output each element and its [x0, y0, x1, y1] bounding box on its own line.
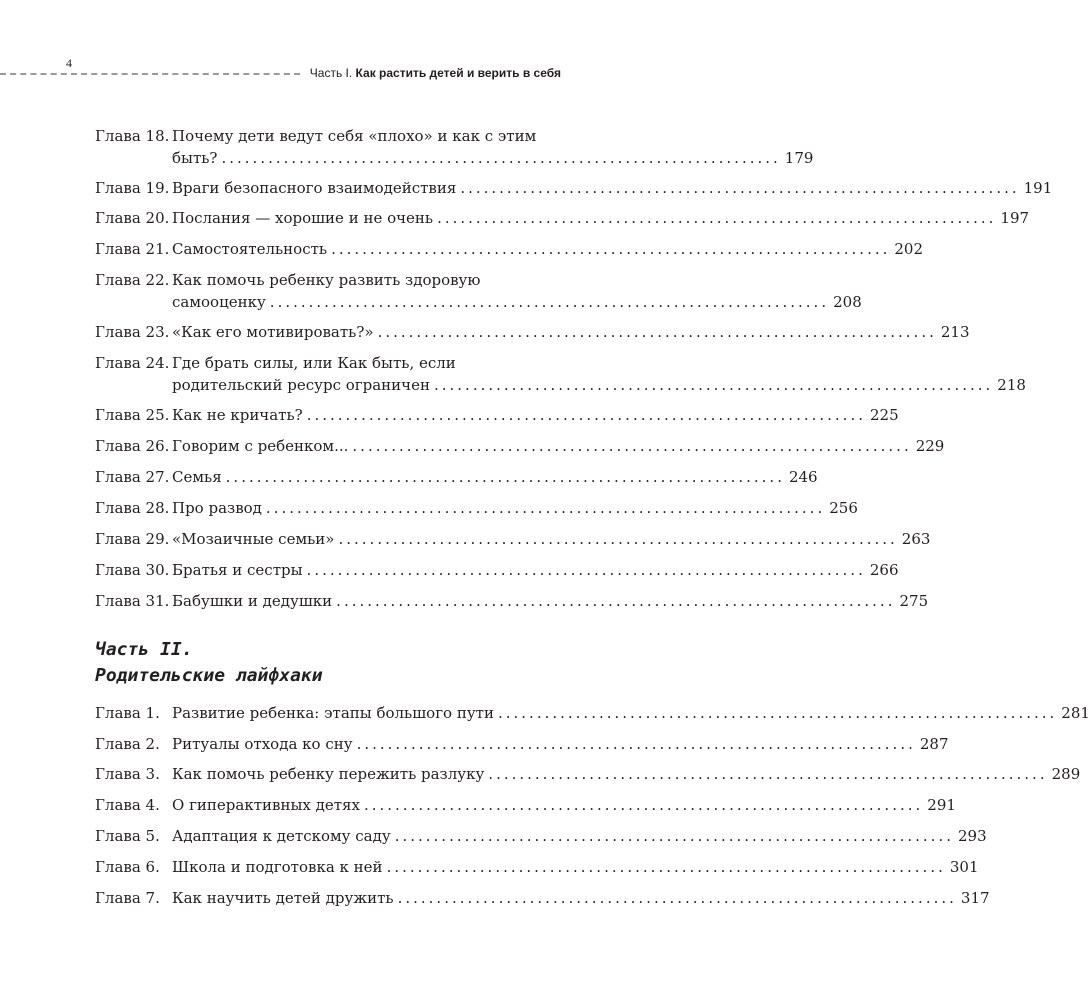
page-ref: 191 [1023, 179, 1053, 197]
chapter-label: Глава 25. [95, 406, 170, 424]
page-ref: 275 [899, 592, 929, 610]
chapter-label: Глава 1. [95, 704, 160, 722]
dot-leader: ........................................................................ [433, 376, 994, 394]
dot-leader: ........................................................................ [437, 209, 997, 227]
page-ref: 229 [915, 437, 945, 455]
chapter-label: Глава 3. [95, 765, 160, 783]
dot-leader: ........................................................................ [338, 530, 898, 548]
chapter-label: Глава 31. [95, 592, 170, 610]
dot-leader: ........................................................................ [221, 149, 781, 167]
page-ref: 213 [940, 323, 970, 341]
running-header [0, 56, 619, 84]
page-ref: 197 [1000, 209, 1030, 227]
chapter-label: Глава 19. [95, 179, 170, 197]
dot-leader: ........................................................................ [336, 592, 896, 610]
chapter-title: Говорим с ребенком... [172, 437, 349, 455]
page-ref: 263 [901, 530, 931, 548]
chapter-title: О гиперактивных детях [172, 796, 360, 814]
dot-leader: ........................................................................ [352, 437, 912, 455]
chapter-label: Глава 29. [95, 530, 170, 548]
page-ref: 202 [894, 240, 924, 258]
dot-leader: ........................................................................ [306, 561, 866, 579]
chapter-title: Враги безопасного взаимодействия [172, 179, 457, 197]
chapter-label: Глава 28. [95, 499, 170, 517]
chapter-label: Глава 23. [95, 323, 170, 341]
dot-leader: ........................................................................ [397, 889, 957, 907]
chapter-title: Ритуалы отхода ко сну [172, 735, 353, 753]
chapter-label: Глава 18. [95, 127, 170, 145]
dot-leader: ........................................................................ [356, 735, 916, 753]
chapter-label: Глава 2. [95, 735, 160, 753]
chapter-title: Как помочь ребенку пережить разлуку [172, 765, 485, 783]
chapter-title: «Как его мотивировать?» [172, 323, 374, 341]
chapter-title-line1: Как помочь ребенку развить здоровую [172, 271, 481, 289]
chapter-label: Глава 30. [95, 561, 170, 579]
dot-leader: ........................................................................ [386, 858, 946, 876]
dot-leader: ........................................................................ [331, 240, 891, 258]
dot-leader: ........................................................................ [363, 796, 924, 814]
chapter-title: Братья и сестры [172, 561, 303, 579]
part-heading-number: Часть II. [95, 639, 193, 660]
chapter-title: Как не кричать? [172, 406, 303, 424]
page-number: 4 [66, 56, 72, 70]
dot-leader: ........................................................................ [460, 179, 1020, 197]
dot-leader: ........................................................................ [269, 293, 830, 311]
page-ref: 289 [1051, 765, 1081, 783]
chapter-label: Глава 24. [95, 354, 170, 372]
chapter-title: Послания — хорошие и не очень [172, 209, 434, 227]
chapter-title-line1: Почему дети ведут себя «плохо» и как с этим [172, 127, 537, 145]
chapter-title: быть? [172, 149, 218, 167]
page-ref: 256 [829, 499, 858, 517]
dot-leader: ........................................................................ [377, 323, 937, 341]
running-head-part-title: Как растить детей и верить в себя [355, 66, 561, 80]
dot-leader: ........................................................................ [497, 704, 1058, 722]
dashed-rule [0, 73, 300, 75]
chapter-title: Семья [172, 468, 222, 486]
chapter-title: Бабушки и дедушки [172, 592, 333, 610]
dot-leader: ........................................................................ [306, 406, 866, 424]
chapter-label: Глава 7. [95, 889, 160, 907]
chapter-label: Глава 4. [95, 796, 160, 814]
chapter-label: Глава 6. [95, 858, 160, 876]
page-ref: 281 [1061, 704, 1090, 722]
chapter-title: самооценку [172, 293, 266, 311]
chapter-label: Глава 20. [95, 209, 170, 227]
page-ref: 287 [919, 735, 949, 753]
chapter-label: Глава 26. [95, 437, 170, 455]
chapter-title: Про развод [172, 499, 262, 517]
page-ref: 266 [869, 561, 899, 579]
page-ref: 208 [833, 293, 862, 311]
page-ref: 225 [870, 406, 899, 424]
page-ref: 218 [997, 376, 1026, 394]
page-ref: 317 [960, 889, 990, 907]
chapter-label: Глава 21. [95, 240, 170, 258]
page-ref: 293 [958, 827, 987, 845]
page-ref: 179 [784, 149, 814, 167]
dot-leader: ........................................................................ [394, 827, 954, 845]
page-ref: 301 [949, 858, 979, 876]
running-head-part-label: Часть I. [309, 66, 353, 80]
chapter-title: Развитие ребенка: этапы большого пути [172, 704, 494, 722]
dot-leader: ........................................................................ [225, 468, 785, 486]
chapter-title: Как научить детей дружить [172, 889, 394, 907]
chapter-title: «Мозаичные семьи» [172, 530, 335, 548]
chapter-label: Глава 5. [95, 827, 160, 845]
page-ref: 246 [788, 468, 818, 486]
chapter-title: родительский ресурс ограничен [172, 376, 430, 394]
chapter-label: Глава 22. [95, 271, 170, 289]
chapter-label: Глава 27. [95, 468, 170, 486]
part-heading-title: Родительские лайфхаки [95, 665, 323, 686]
chapter-title: Адаптация к детскому саду [172, 827, 391, 845]
dot-leader: ........................................................................ [488, 765, 1048, 783]
page-ref: 291 [927, 796, 956, 814]
chapter-title-line1: Где брать силы, или Как быть, если [172, 354, 456, 372]
chapter-title: Самостоятельность [172, 240, 328, 258]
dot-leader: ........................................................................ [265, 499, 826, 517]
chapter-title: Школа и подготовка к ней [172, 858, 383, 876]
running-head-title [310, 66, 561, 80]
